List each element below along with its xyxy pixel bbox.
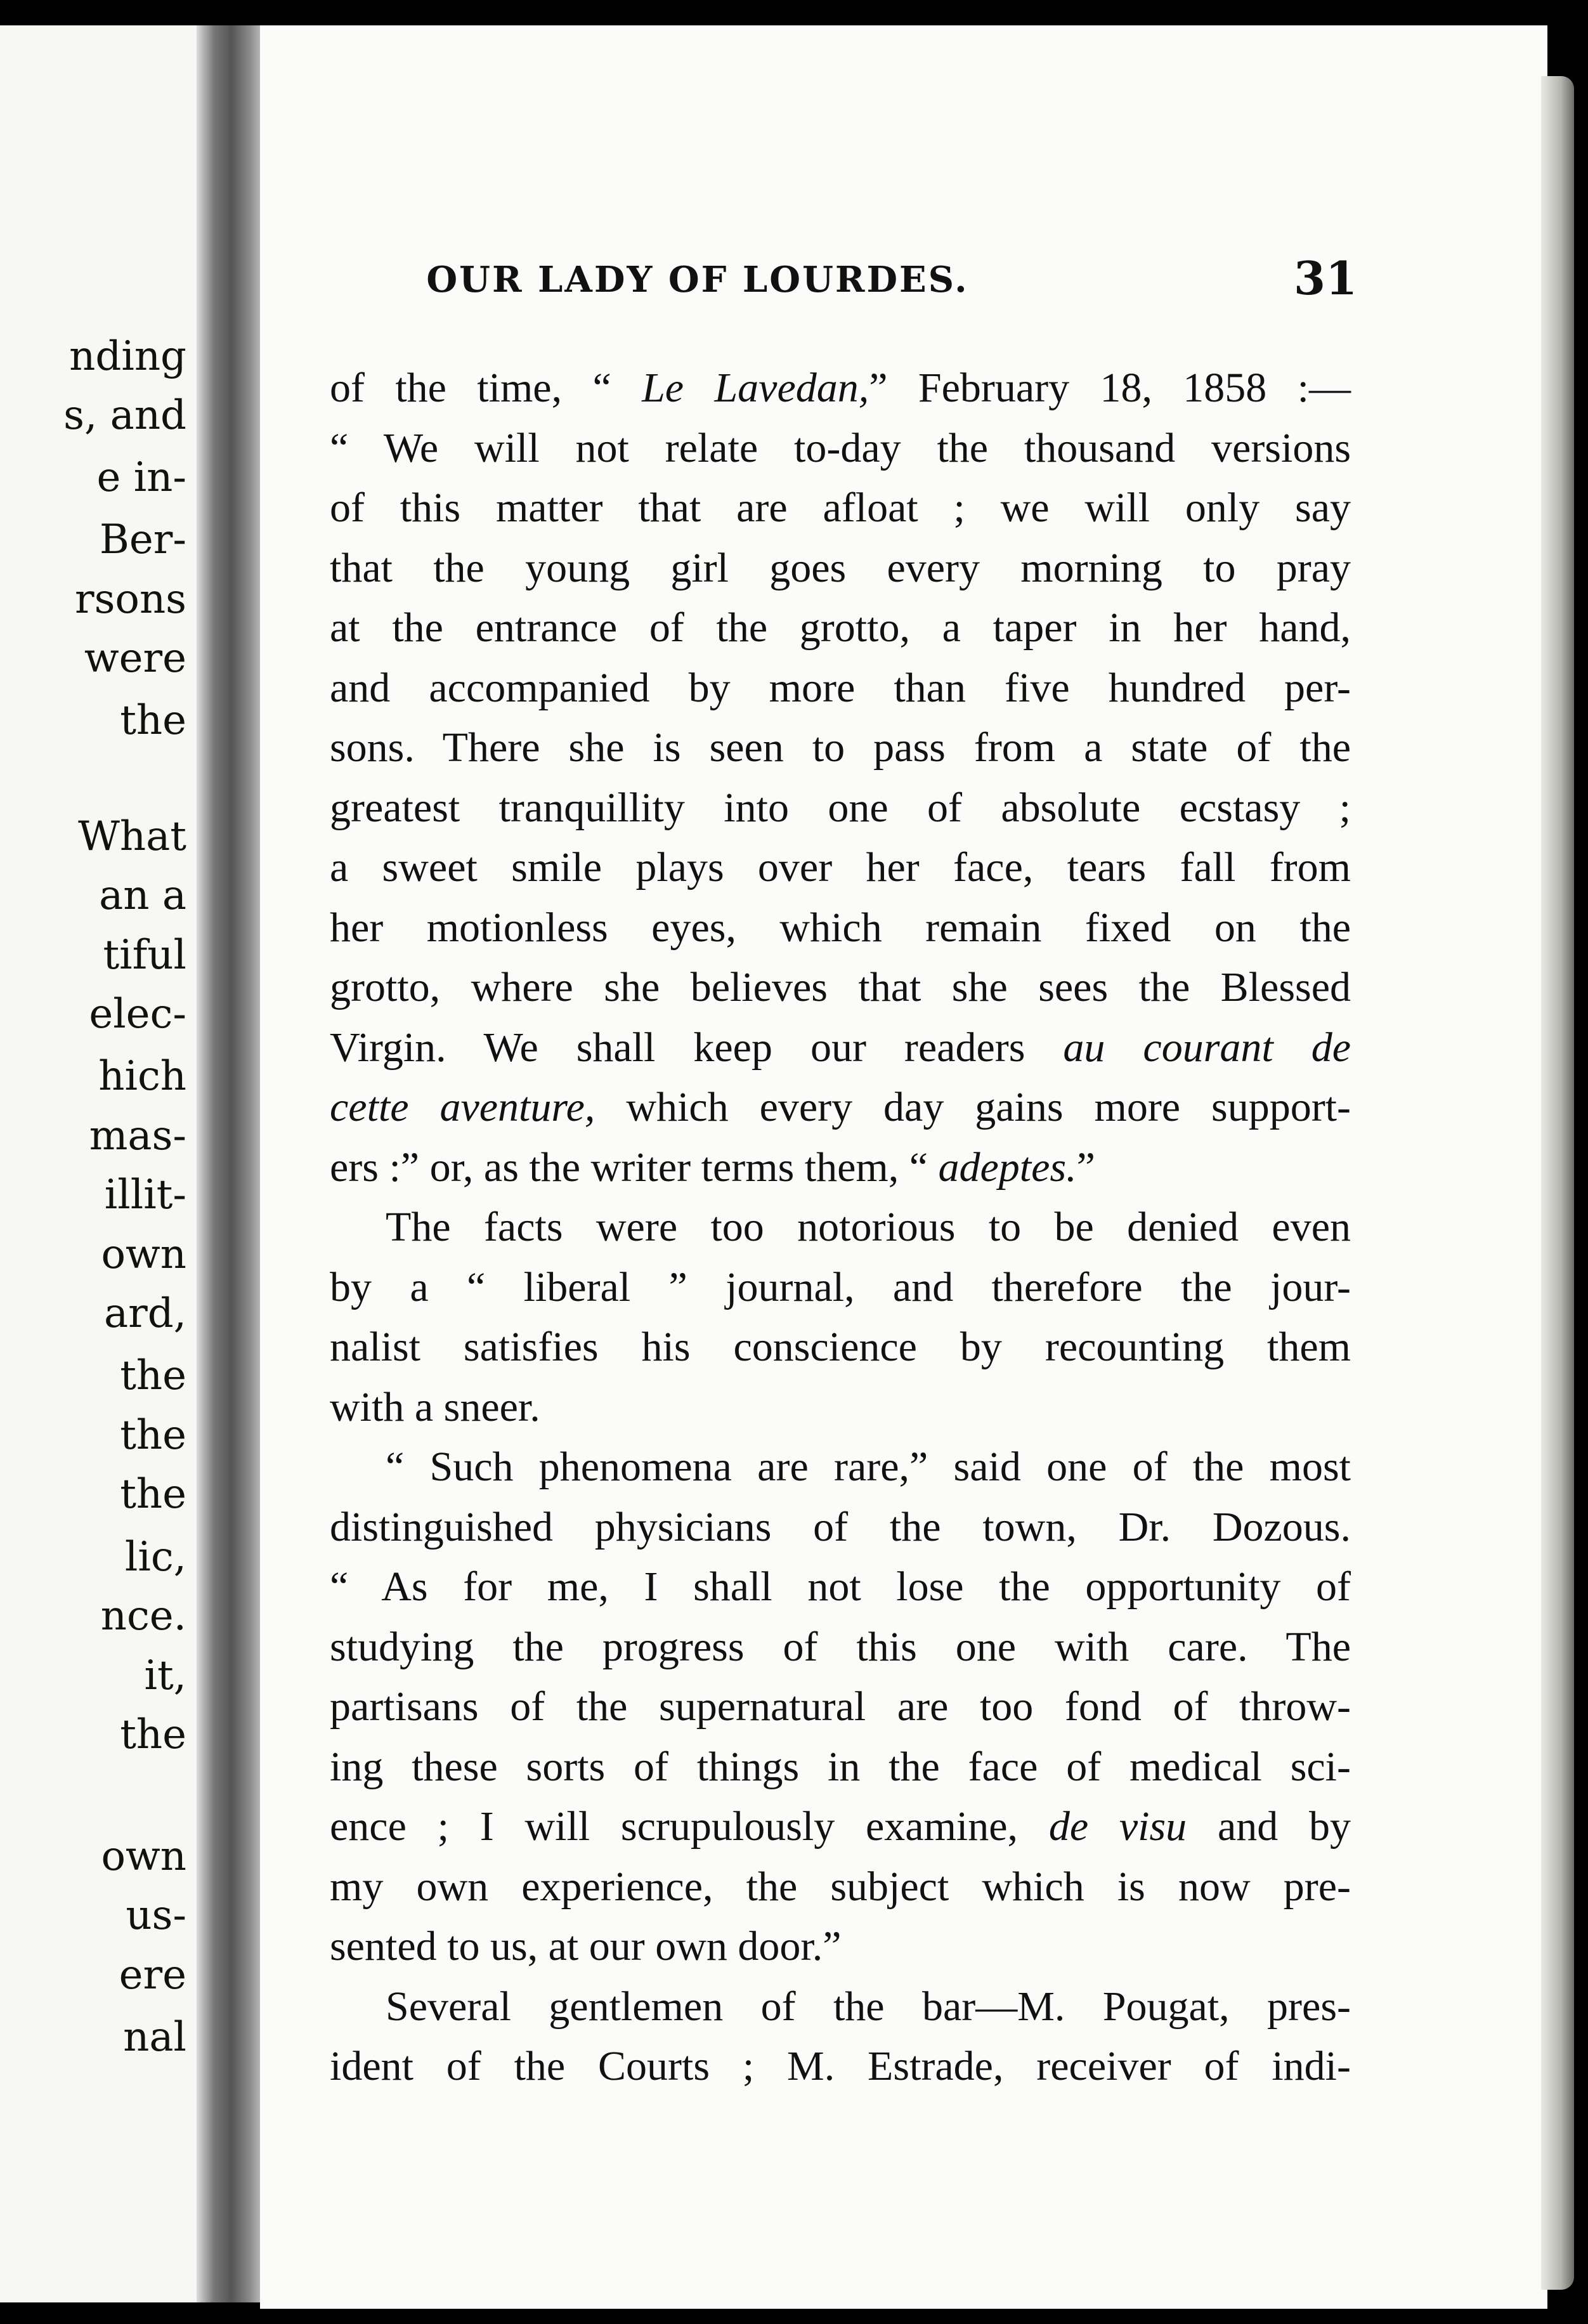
text-line xyxy=(330,539,1351,599)
text-run: and by xyxy=(1187,1803,1351,1850)
left-page-line-fragment: it, xyxy=(144,1652,186,1699)
left-page-line-fragment: us- xyxy=(126,1892,186,1940)
text-line xyxy=(330,1198,1351,1258)
text-run: Virgin. We shall keep our readers xyxy=(330,1024,1064,1071)
text-line xyxy=(330,1437,1351,1498)
text-line xyxy=(330,718,1351,778)
text-line xyxy=(330,1917,1351,1977)
text-run: “ As for me, I shall not lose the opportunity of xyxy=(330,1563,1351,1610)
text-line xyxy=(330,1977,1351,2037)
text-run: a sweet smile plays over her face, tears fall from xyxy=(330,844,1351,891)
text-line xyxy=(330,478,1351,539)
italic-phrase: adeptes. xyxy=(938,1144,1077,1191)
left-page-line-fragment: the xyxy=(120,1711,186,1758)
text-run: distinguished physicians of the town, Dr. Dozous. xyxy=(330,1503,1351,1550)
left-page-line-fragment: own xyxy=(101,1231,186,1278)
text-run: partisans of the supernatural are too fond of throw- xyxy=(330,1683,1351,1730)
body-text xyxy=(330,358,1351,2097)
text-line xyxy=(330,419,1351,479)
left-page-line-fragment: the xyxy=(120,1352,186,1400)
left-page-line-fragment: ard, xyxy=(103,1290,186,1338)
text-line xyxy=(330,1617,1351,1678)
text-line xyxy=(330,898,1351,958)
left-page-line-fragment: were xyxy=(84,635,186,682)
left-page-line-fragment: hich xyxy=(98,1053,186,1100)
text-run: ing these sorts of things in the face of medical sci- xyxy=(330,1743,1351,1790)
book-gutter-shadow xyxy=(197,25,266,2302)
text-line xyxy=(330,1797,1351,1857)
left-page-line-fragment: e in- xyxy=(96,454,186,502)
italic-phrase: Le Lavedan, xyxy=(642,365,869,411)
text-line xyxy=(330,598,1351,658)
text-run: ence ; I will scrupulously examine, xyxy=(330,1803,1049,1850)
text-line xyxy=(330,1677,1351,1737)
text-line xyxy=(330,658,1351,719)
text-run: grotto, where she believes that she sees the Blessed xyxy=(330,964,1351,1010)
text-line xyxy=(330,1378,1351,1438)
text-line xyxy=(330,1557,1351,1617)
text-line xyxy=(330,1737,1351,1798)
text-line xyxy=(330,838,1351,898)
text-run: “ Such phenomena are rare,” said one of the most xyxy=(386,1444,1351,1490)
page-number: 31 xyxy=(1294,251,1358,305)
left-page-line-fragment: ere xyxy=(119,1951,186,1999)
text-line xyxy=(330,358,1351,419)
text-line xyxy=(330,1258,1351,1318)
running-head-title: OUR LADY OF LOURDES. xyxy=(426,259,969,301)
text-line xyxy=(330,1078,1351,1138)
text-run: which every day gains more support- xyxy=(595,1084,1351,1130)
text-run: Several gentlemen of the bar—M. Pougat, pres- xyxy=(386,1983,1351,2030)
text-line xyxy=(330,1857,1351,1917)
page-edge xyxy=(1541,76,1574,2290)
text-line xyxy=(330,1138,1351,1198)
left-page-line-fragment: tiful xyxy=(103,931,186,979)
text-run: sons. There she is seen to pass from a state of the xyxy=(330,724,1351,771)
left-page-line-fragment: illit- xyxy=(104,1172,186,1219)
italic-phrase: cette aventure, xyxy=(330,1084,596,1130)
text-run: “ We will not relate to-day the thousand versions xyxy=(330,424,1351,471)
text-run: ident of the Courts ; M. Estrade, receiver of indi- xyxy=(330,2043,1351,2089)
text-run: with a sneer. xyxy=(330,1383,540,1430)
left-page-line-fragment: nce. xyxy=(100,1593,186,1640)
left-page-line-fragment: the xyxy=(120,1411,186,1459)
text-line xyxy=(330,1317,1351,1378)
text-line xyxy=(330,2037,1351,2097)
text-run: The facts were too notorious to be denied even xyxy=(386,1204,1351,1250)
left-page-line-fragment: lic, xyxy=(124,1533,186,1581)
text-run: ” February 18, 1858 :— xyxy=(869,365,1351,411)
text-run: ” xyxy=(1076,1144,1095,1191)
text-run: of the time, “ xyxy=(330,365,642,411)
left-page-line-fragment: nding xyxy=(69,332,186,380)
text-run: nalist satisfies his conscience by recounting them xyxy=(330,1324,1351,1370)
text-run: of this matter that are afloat ; we will only say xyxy=(330,485,1351,531)
left-page-line-fragment: nal xyxy=(123,2013,186,2061)
text-line xyxy=(330,778,1351,839)
left-page-line-fragment: the xyxy=(120,697,186,745)
text-line xyxy=(330,958,1351,1018)
left-page-line-fragment: Ber- xyxy=(99,516,186,564)
left-page-line-fragment: What xyxy=(78,813,186,860)
text-run: her motionless eyes, which remain fixed on the xyxy=(330,904,1351,951)
text-run: and accompanied by more than five hundred per- xyxy=(330,664,1351,711)
text-line xyxy=(330,1498,1351,1558)
italic-phrase: au courant de xyxy=(1063,1024,1351,1071)
text-run: greatest tranquillity into one of absolute ecstasy ; xyxy=(330,784,1351,831)
left-page-line-fragment: elec- xyxy=(89,991,186,1038)
text-line xyxy=(330,1018,1351,1078)
text-run: that the young girl goes every morning to pray xyxy=(330,544,1351,591)
left-page-line-fragment: an a xyxy=(99,872,186,920)
left-page-line-fragment: own xyxy=(101,1832,186,1880)
text-run: studying the progress of this one with care. The xyxy=(330,1623,1351,1670)
left-page-line-fragment: the xyxy=(120,1471,186,1518)
italic-phrase: de visu xyxy=(1048,1803,1187,1850)
left-page-line-fragment: s, and xyxy=(63,392,186,440)
text-run: my own experience, the subject which is now pre- xyxy=(330,1863,1351,1910)
left-facing-page xyxy=(0,25,209,2302)
left-page-line-fragment: mas- xyxy=(89,1112,186,1159)
left-page-line-fragment: rsons xyxy=(74,575,186,623)
text-run: ers :” or, as the writer terms them, “ xyxy=(330,1144,939,1191)
text-run: sented to us, at our own door.” xyxy=(330,1923,842,1969)
text-run: at the entrance of the grotto, a taper in her hand, xyxy=(330,604,1351,651)
text-run: by a “ liberal ” journal, and therefore the jour- xyxy=(330,1263,1351,1310)
